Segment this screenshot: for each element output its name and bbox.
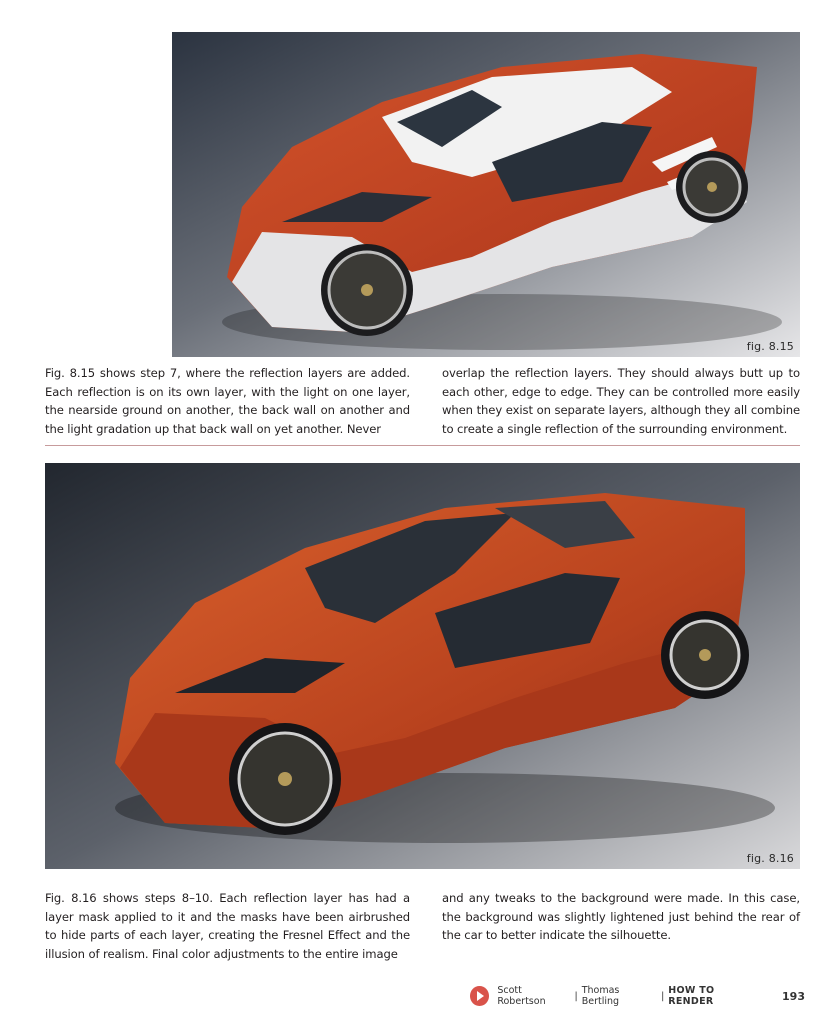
figure-8-15	[172, 32, 800, 357]
author-2: Thomas Bertling	[581, 985, 620, 1007]
page-number: 193	[782, 989, 805, 1003]
separator: |	[574, 990, 578, 1002]
figure-8-16	[45, 463, 800, 869]
caption-8-15-left: Fig. 8.15 shows step 7, where the reflection layers are added. Each reflection is on its own layer, with the light on one layer, the nearside ground on another, the back wall on another and the light gradation up that back wall on yet another. Never	[45, 366, 410, 436]
figure-label: fig. 8.15	[746, 340, 794, 353]
section-divider	[45, 445, 800, 446]
caption-8-16-right: and any tweaks to the background were made. In this case, the background was slightly lightened just behind the rear of the car to better indicate the silhouette.	[442, 891, 800, 942]
book-title: HOW TO RENDER	[668, 985, 715, 1007]
play-icon	[470, 986, 489, 1006]
page-footer	[470, 985, 805, 1007]
figure-label: fig. 8.16	[746, 852, 794, 865]
caption-8-16-left: Fig. 8.16 shows steps 8–10. Each reflection layer has had a layer mask applied to it and the masks have been airbrushed to hide parts of each layer, creating the Fresnel Effect and the illusion of realism. Final color adjustments to the entire image	[45, 891, 410, 961]
separator: |	[661, 990, 665, 1002]
car-illustration-step7	[172, 32, 800, 357]
author-1: Scott Robertson	[497, 985, 546, 1007]
car-illustration-final	[45, 463, 800, 869]
caption-8-15-right: overlap the reflection layers. They should always butt up to each other, edge to edge. They can be controlled more easily when they exist on separate layers, although they all combine to create a single reflection of the surrounding environment.	[442, 366, 800, 436]
